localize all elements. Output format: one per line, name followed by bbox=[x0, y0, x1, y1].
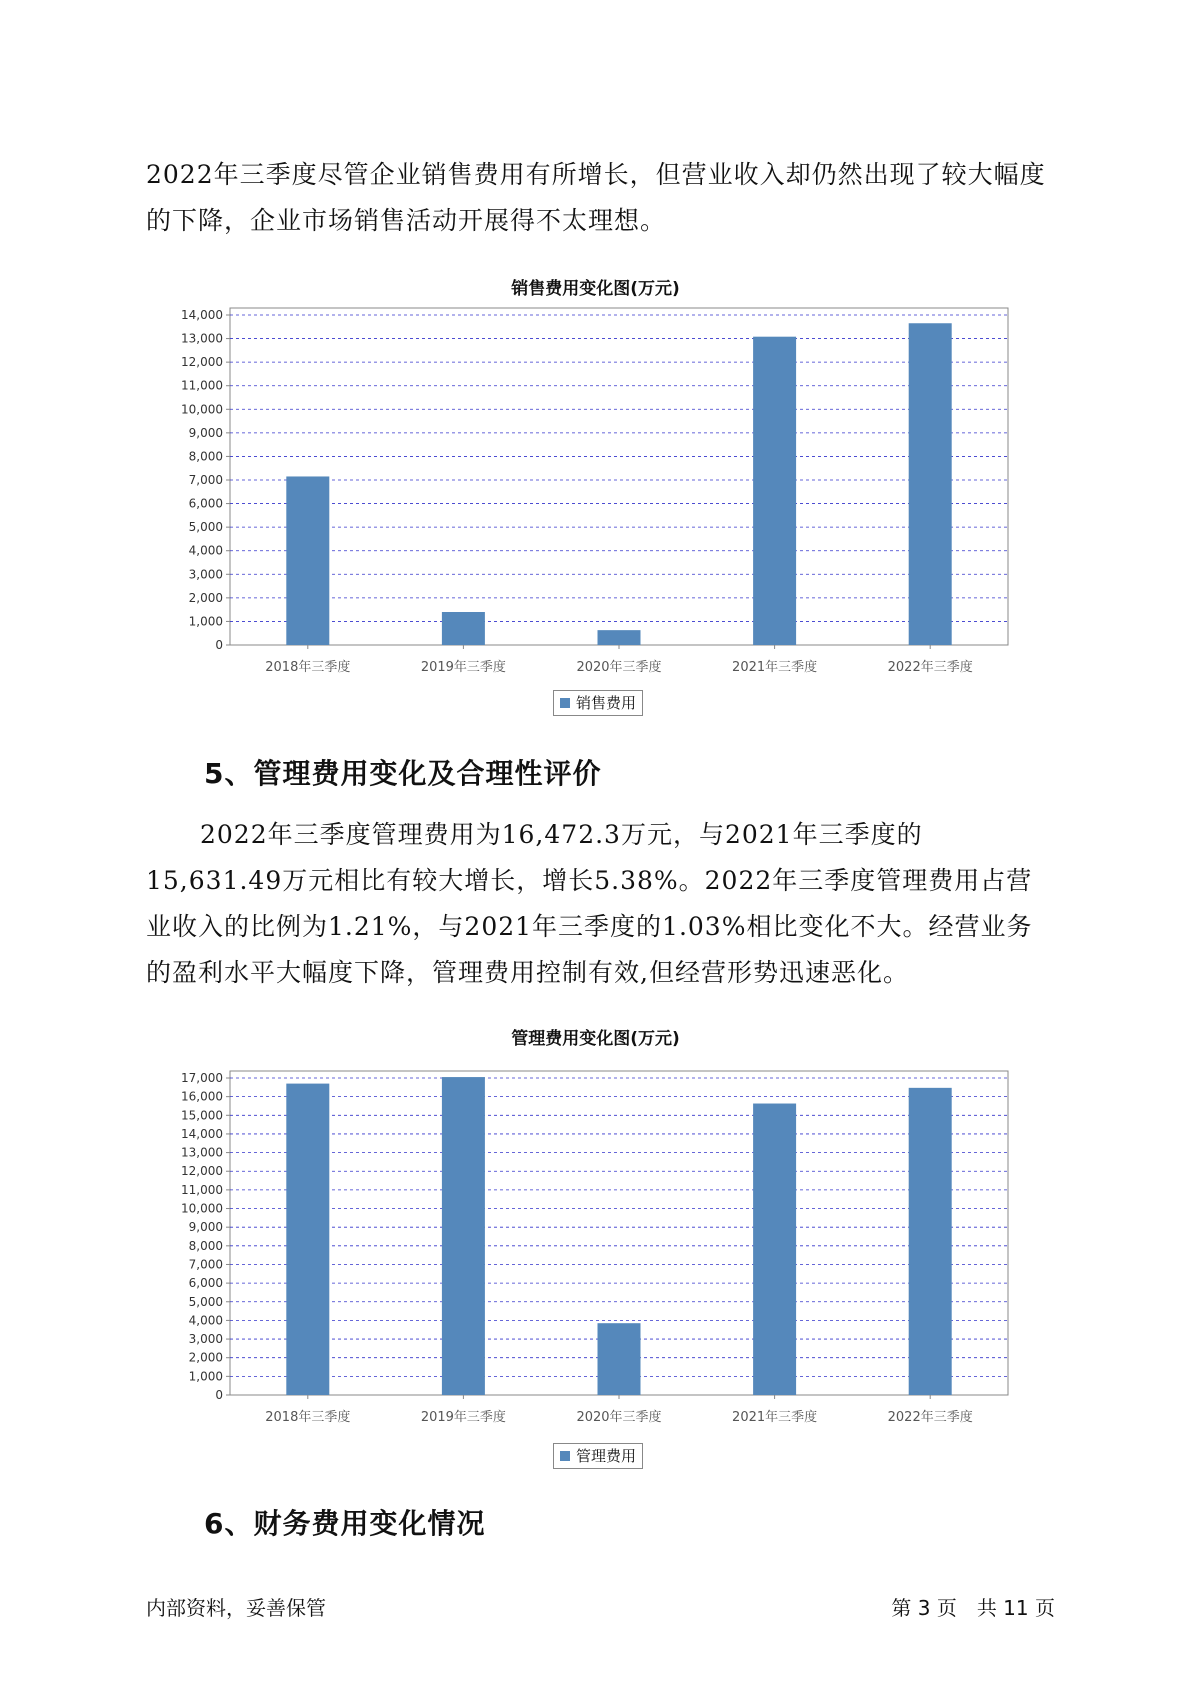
x-tick-label: 2018年三季度 bbox=[265, 1410, 351, 1425]
heading-financial-expense: 6、财务费用变化情况 bbox=[204, 1507, 486, 1540]
paragraph-sales-expense: 2022年三季度尽管企业销售费用有所增长，但营业收入却仍然出现了较大幅度的下降，企业市场销售活动开展得不太理想。 bbox=[146, 160, 1046, 235]
bar bbox=[753, 337, 796, 645]
y-tick-label: 12,000 bbox=[181, 1164, 223, 1179]
y-tick-label: 0 bbox=[215, 1388, 223, 1402]
bar bbox=[442, 612, 485, 645]
y-tick-label: 3,000 bbox=[188, 567, 223, 582]
bar bbox=[909, 323, 952, 645]
y-tick-label: 4,000 bbox=[188, 1313, 223, 1328]
y-tick-label: 6,000 bbox=[188, 1276, 223, 1291]
legend-label-sales: 销售费用 bbox=[576, 694, 637, 712]
bar bbox=[286, 1084, 329, 1395]
y-tick-label: 8,000 bbox=[188, 1238, 223, 1253]
x-tick-label: 2021年三季度 bbox=[732, 660, 818, 675]
bar bbox=[753, 1104, 796, 1395]
y-tick-label: 10,000 bbox=[181, 1201, 223, 1216]
x-tick-label: 2018年三季度 bbox=[265, 660, 351, 675]
legend-sales bbox=[553, 690, 643, 716]
y-tick-label: 2,000 bbox=[188, 1350, 223, 1365]
x-tick-label: 2019年三季度 bbox=[420, 660, 506, 675]
y-tick-label: 9,000 bbox=[188, 425, 223, 440]
legend-label-management: 管理费用 bbox=[576, 1447, 637, 1465]
x-tick-label: 2020年三季度 bbox=[576, 660, 662, 675]
x-tick-label: 2022年三季度 bbox=[887, 1410, 973, 1425]
heading-management-expense: 5、管理费用变化及合理性评价 bbox=[204, 757, 602, 790]
y-tick-label: 11,000 bbox=[181, 1182, 223, 1197]
y-tick-label: 13,000 bbox=[181, 1145, 223, 1160]
bar bbox=[598, 1323, 641, 1395]
y-tick-label: 1,000 bbox=[188, 614, 223, 629]
bar bbox=[598, 630, 641, 645]
y-tick-label: 1,000 bbox=[188, 1369, 223, 1384]
paragraph-management-expense: 2022年三季度管理费用为16,472.3万元，与2021年三季度的15,631.49万元相比有较大增长，增长5.38%。2022年三季度管理费用占营业收入的比例为1.21%，与2021年三季度的1.03%相比变化不大。经营业务的盈利水平大幅度下降，管理费用控制有效,但经营形势迅速恶化。 bbox=[146, 820, 1033, 987]
chart-title-sales: 销售费用变化图(万元) bbox=[511, 279, 680, 299]
y-tick-label: 7,000 bbox=[188, 1257, 223, 1272]
y-tick-label: 7,000 bbox=[188, 473, 223, 487]
y-tick-label: 12,000 bbox=[181, 355, 223, 370]
legend-swatch-management bbox=[560, 1451, 570, 1461]
y-tick-label: 10,000 bbox=[181, 402, 223, 417]
y-tick-label: 14,000 bbox=[181, 308, 223, 322]
bar bbox=[909, 1088, 952, 1395]
x-tick-label: 2019年三季度 bbox=[420, 1410, 506, 1425]
y-tick-label: 5,000 bbox=[188, 520, 223, 535]
chart-title-management: 管理费用变化图(万元) bbox=[511, 1029, 680, 1049]
y-tick-label: 2,000 bbox=[188, 590, 223, 605]
y-tick-label: 17,000 bbox=[181, 1071, 223, 1085]
y-tick-label: 0 bbox=[215, 638, 223, 652]
y-tick-label: 13,000 bbox=[181, 331, 223, 346]
y-tick-label: 16,000 bbox=[181, 1089, 223, 1104]
management-expense-chart bbox=[0, 1055, 1191, 1435]
legend-management bbox=[553, 1443, 643, 1469]
y-tick-label: 15,000 bbox=[181, 1108, 223, 1123]
y-tick-label: 14,000 bbox=[181, 1126, 223, 1141]
bar bbox=[286, 476, 329, 645]
x-tick-label: 2021年三季度 bbox=[732, 1410, 818, 1425]
y-tick-label: 5,000 bbox=[188, 1294, 223, 1309]
bar bbox=[442, 1077, 485, 1395]
x-tick-label: 2022年三季度 bbox=[887, 660, 973, 675]
footer-confidential-note: 内部资料，妥善保管 bbox=[146, 1596, 326, 1620]
y-tick-label: 6,000 bbox=[188, 496, 223, 511]
y-tick-label: 3,000 bbox=[188, 1332, 223, 1347]
legend-swatch-sales bbox=[560, 698, 570, 708]
y-tick-label: 11,000 bbox=[181, 378, 223, 393]
x-tick-label: 2020年三季度 bbox=[576, 1410, 662, 1425]
y-tick-label: 9,000 bbox=[188, 1220, 223, 1235]
footer-page-number: 第 3 页 共 11 页 bbox=[891, 1596, 1055, 1620]
sales-expense-chart bbox=[0, 300, 1191, 680]
y-tick-label: 4,000 bbox=[188, 543, 223, 558]
y-tick-label: 8,000 bbox=[188, 449, 223, 464]
plot-area bbox=[230, 308, 1008, 645]
